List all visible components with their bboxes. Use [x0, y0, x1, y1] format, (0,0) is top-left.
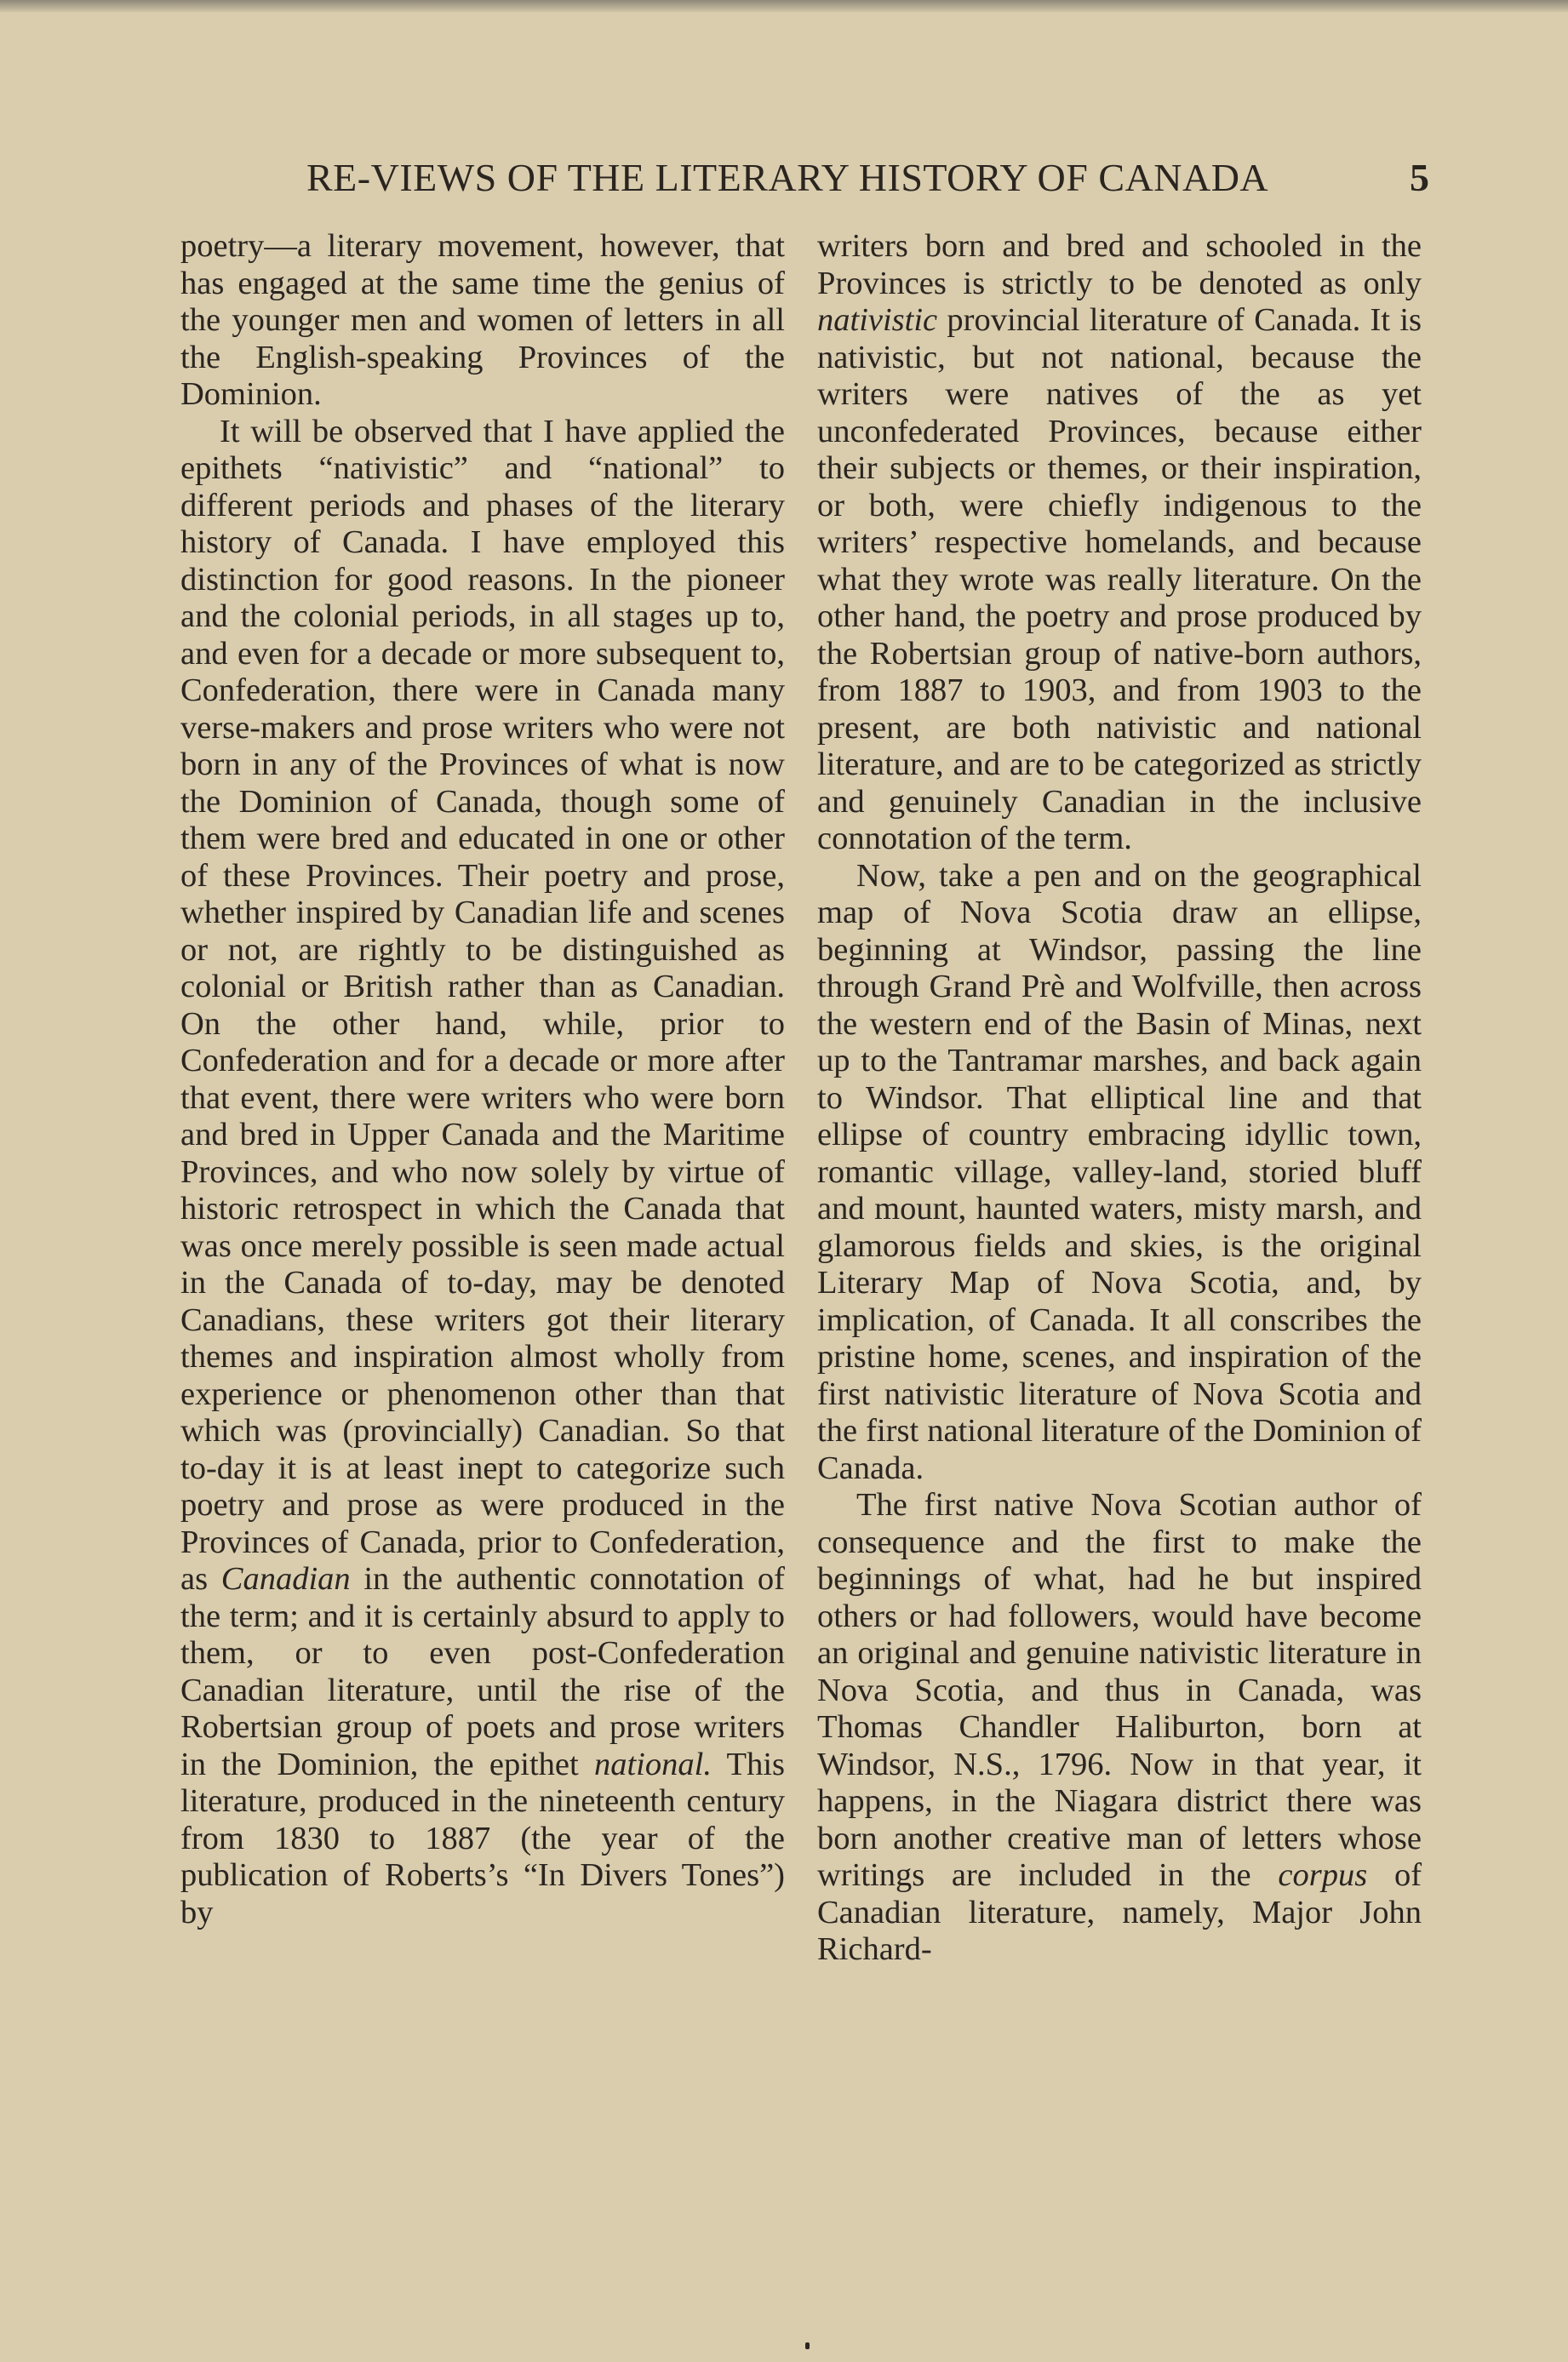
- paragraph: [817, 228, 1422, 858]
- page-header: [0, 143, 1568, 211]
- paragraph-text: The first native Nova Scotian author of consequence and the first to make the beginnings of what, had he but inspired others or had followers, would have become an original and genuine nativistic literature in Nova Scotia, and thus in Canada, was Thomas Chandler Haliburton, born at Windsor, N.S., 1796. Now in that year, it happens, in the Niagara district there was born another creative man of letters whose writings are included in the: [817, 1487, 1422, 1893]
- left-column: [180, 228, 785, 1931]
- paragraph: [180, 228, 785, 414]
- paragraph-text: writers born and bred and schooled in the Provinces is strictly to be denoted as only: [817, 228, 1422, 301]
- paragraph-text: This literature, produced in the nineteenth century from 1830 to 1887 (the year of the publication of Roberts’s “In Divers Tones”) by: [180, 1746, 785, 1930]
- italic-text: nativistic: [817, 302, 938, 338]
- paragraph: [180, 414, 785, 1932]
- italic-text: national.: [593, 1746, 712, 1782]
- right-column: [817, 228, 1422, 1969]
- paragraph-text: in the authentic connotation of the term; and it is certainly absurd to apply to them, or to even post-Confederation Canadian literature, until the rise of the Robertsian group of poets and prose writers in the Dominion, the epithet: [180, 1561, 786, 1782]
- paragraph-text: provincial literature of Canada. It is nativistic, but not national, because the writers were natives of the as yet unconfederated Provinces, because either their subjects or themes, or their inspiration, or both, were chiefly indigenous to the writers’ respective homelands, and because what they wrote was really literature. On the other hand, the poetry and prose produced by the Robertsian group of native-born authors, from 1887 to 1903, and from 1903 to the present, are both nativistic and national literature, and are to be categorized as strictly and genuinely Canadian in the inclusive connotation of the term.: [817, 302, 1422, 856]
- page-number: 5: [1410, 156, 1429, 199]
- paragraph-text: It will be observed that I have applied the epithets “nativistic” and “national” to different periods and phases of the literary history of Canada. I have employed this distinction for good reasons. In the pioneer and the colonial periods, in all stages up to, and even for a decade or more subsequent to, Confederation, there were in Canada many verse-makers and prose writers who were not born in any of the Provinces of what is now the Dominion of Canada, though some of them were bred and educated in one or other of these Provinces. Their poetry and prose, whether inspired by Canadian life and scenes or not, are rightly to be distinguished as colonial or British rather than as Canadian. On the other hand, while, prior to Confederation and for a decade or more after that event, there were writers who were born and bred in Upper Canada and the Maritime Provinces, and who now solely by virtue of historic retrospect in which the Canada that was once merely possible is seen made actual in the Canada of to-day, may be denoted Canadians, these writers got their literary themes and inspiration almost wholly from experience or phenomenon other than that which was (provincially) Canadian. So that to-day it is at least inept to categorize such poetry and prose as were produced in the Provinces of Canada, prior to Confederation, as: [180, 413, 785, 1597]
- paragraph-text: Now, take a pen and on the geographical map of Nova Scotia draw an ellipse, beginning at Windsor, passing the line through Grand Prè and Wolfville, then across the western end of the Basin of Minas, next up to the Tantramar marshes, and back again to Windsor. That elliptical line and that ellipse of country embracing idyllic town, romantic village, valley-land, storied bluff and mount, haunted waters, misty marsh, and glamorous fields and skies, is the original Literary Map of Nova Scotia, and, by implication, of Canada. It all conscribes the pristine home, scenes, and inspiration of the first nativistic literature of Nova Scotia and the first national literature of the Dominion of Canada.: [817, 857, 1422, 1486]
- paragraph: [817, 858, 1422, 1488]
- page-top-edge: [0, 0, 1568, 12]
- running-title: RE-VIEWS OF THE LITERARY HISTORY OF CANADA: [306, 156, 1269, 199]
- paragraph-text: of Canadian literature, namely, Major John Richard-: [817, 1857, 1422, 1967]
- print-speck: [805, 2342, 810, 2349]
- italic-text: Canadian: [220, 1561, 351, 1597]
- paragraph-text: poetry—a literary movement, however, that has engaged at the same time the genius of the younger men and women of letters in all the English-speaking Provinces of the Dominion.: [180, 228, 785, 412]
- paragraph: [817, 1487, 1422, 1969]
- italic-text: corpus: [1278, 1857, 1368, 1893]
